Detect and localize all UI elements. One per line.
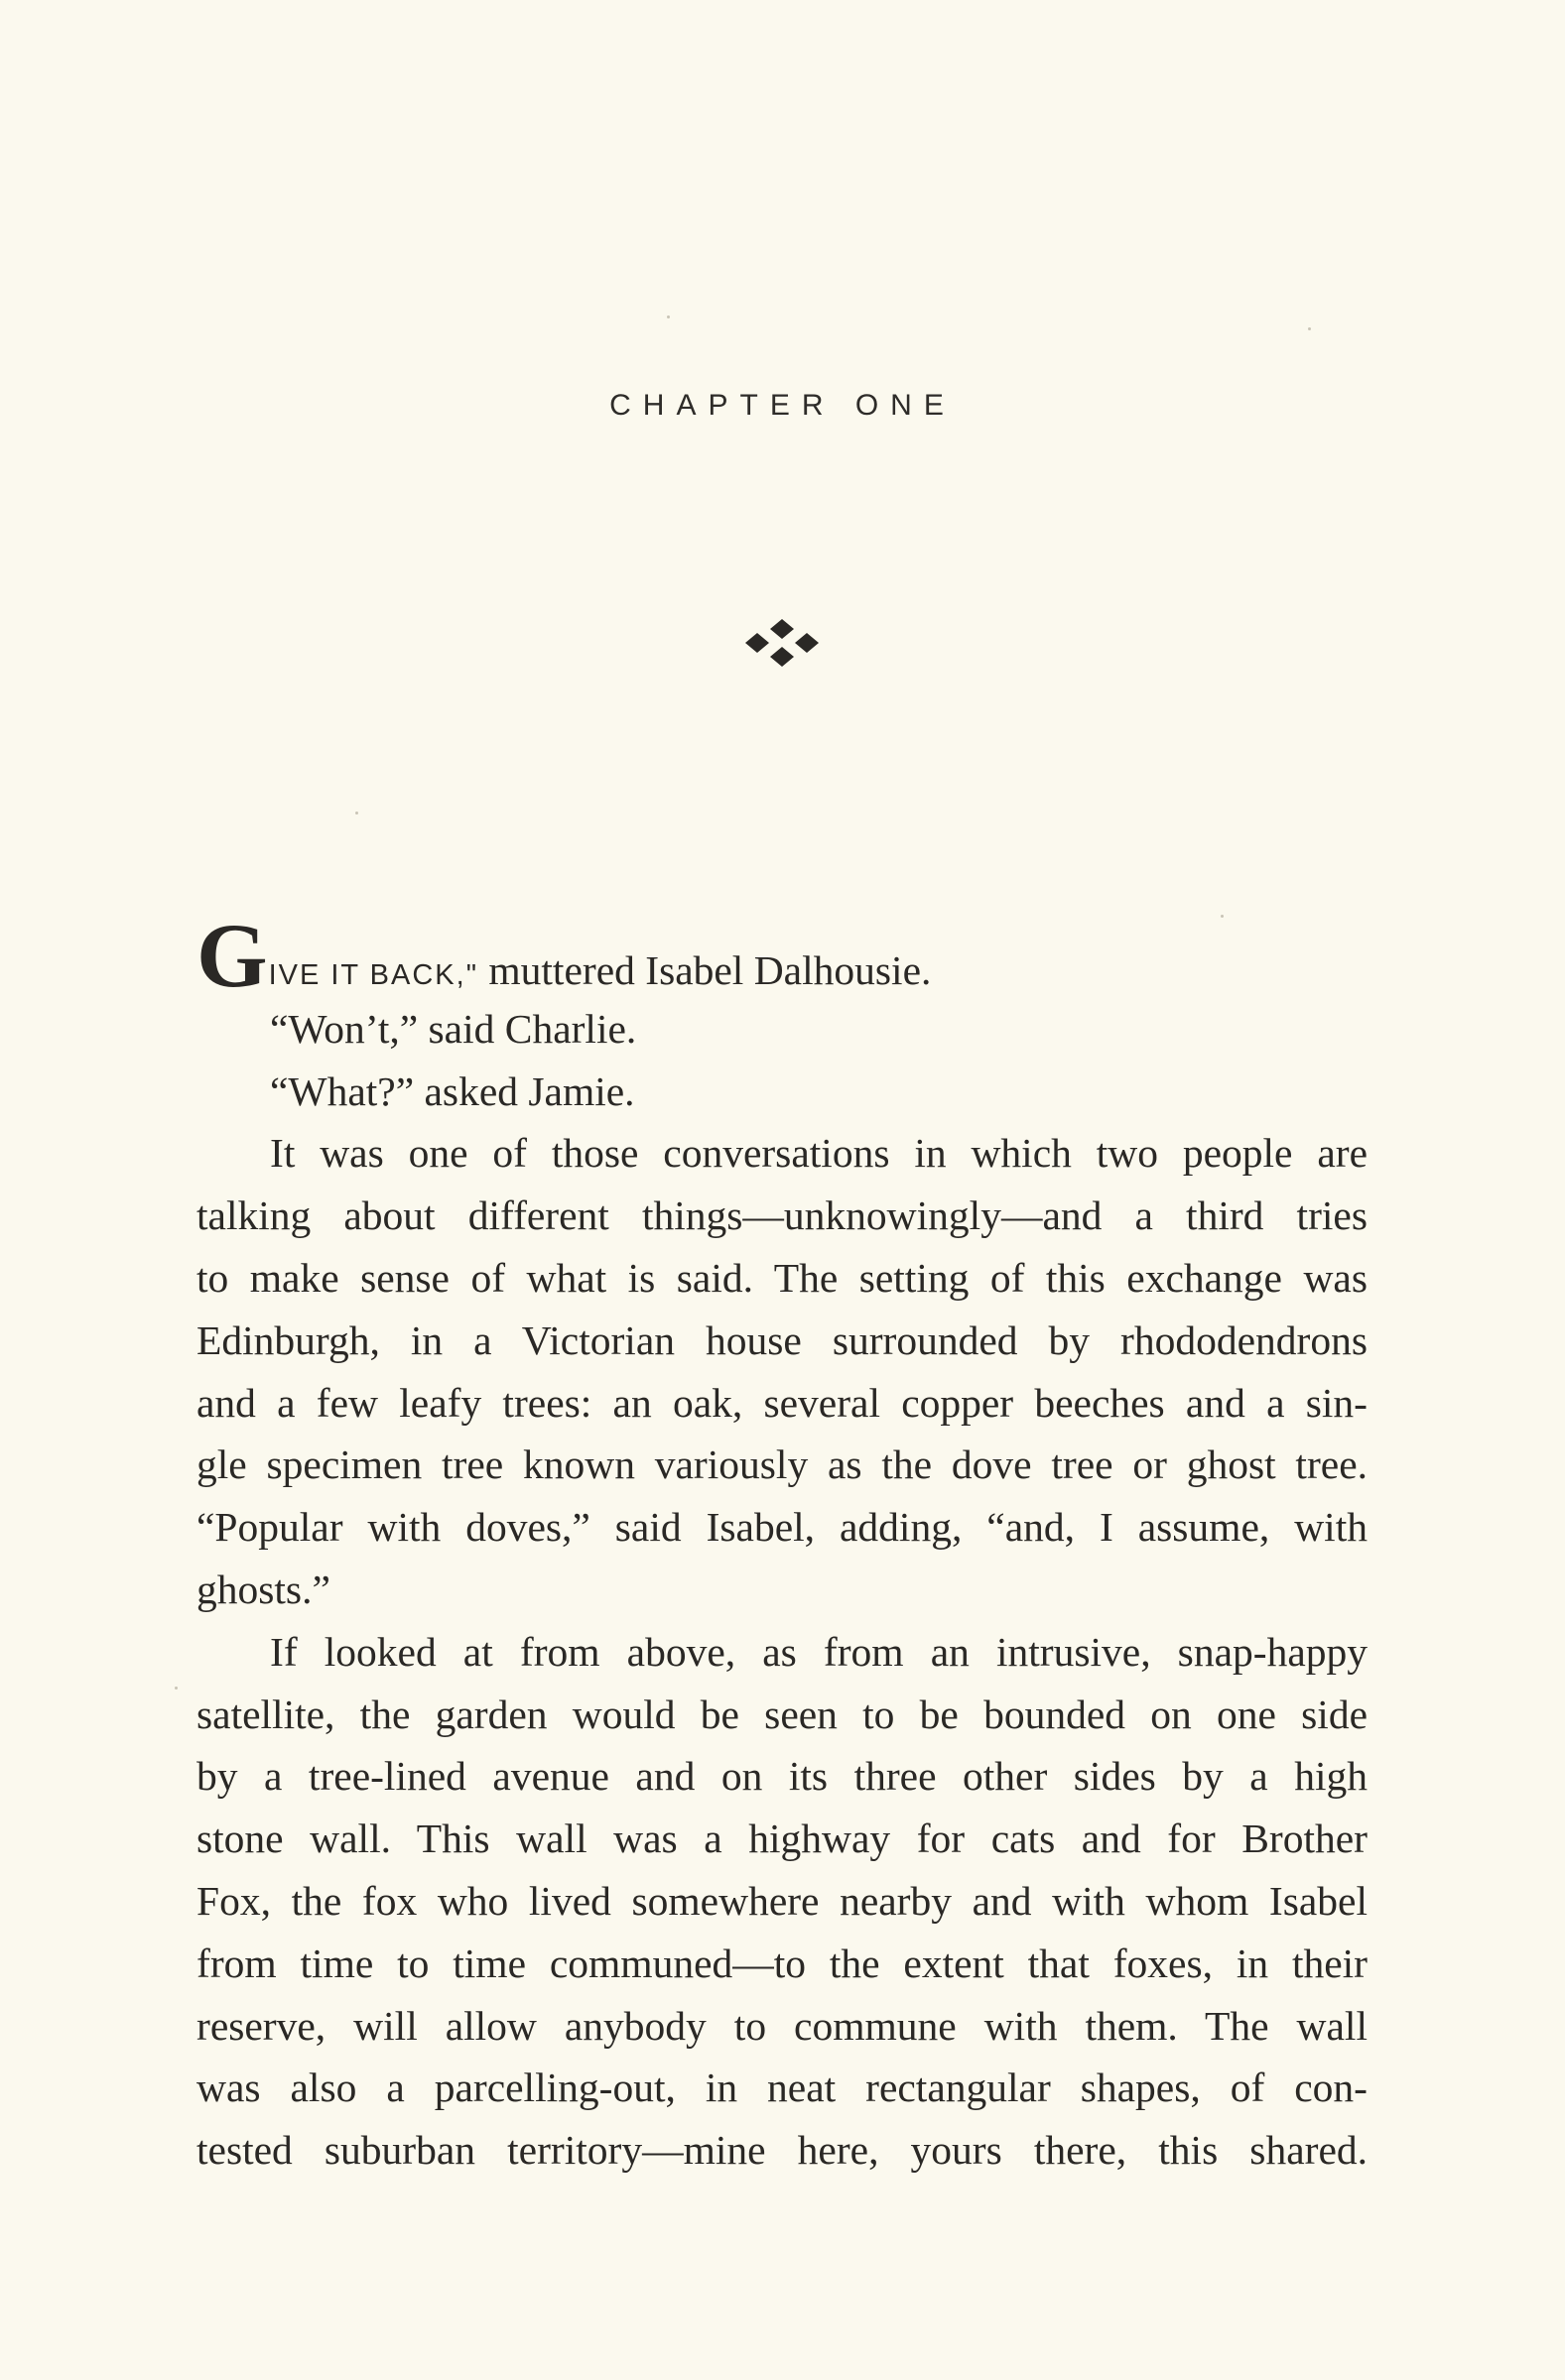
chapter-heading: CHAPTER ONE [609, 389, 956, 422]
paragraph-line: tested suburban territory—mine here, yours there, this shared. [196, 2127, 1368, 2174]
paragraph-line: and a few leafy trees: an oak, several copper beeches and a sin- [196, 1379, 1368, 1426]
paper-speck [1308, 327, 1311, 330]
paragraph-line: satellite, the garden would be seen to be bounded on one side [196, 1691, 1368, 1737]
paragraph-line: stone wall. This wall was a highway for cats and for Brother [196, 1816, 1368, 1862]
paragraph-line: It was one of those conversations in which two people are [270, 1130, 1368, 1177]
drop-cap: G [196, 905, 268, 1006]
diamond-ornament-icon [732, 617, 832, 671]
opening-line [196, 905, 1368, 1006]
paragraph-line: was also a parcelling-out, in neat rectangular shapes, of con- [196, 2065, 1368, 2111]
paper-speck [1221, 915, 1224, 918]
paragraph-line: reserve, will allow anybody to commune with them. The wall [196, 2002, 1368, 2049]
paragraph-line: Edinburgh, in a Victorian house surrounded by rhododendrons [196, 1316, 1368, 1363]
paragraph-line: “Popular with doves,” said Isabel, adding, “and, I assume, with [196, 1504, 1368, 1551]
dialogue-line: “What?” asked Jamie. [270, 1067, 635, 1114]
paragraph-line: Fox, the fox who lived somewhere nearby and with whom Isabel [196, 1877, 1368, 1924]
paragraph-line: talking about different things—unknowingly—and a third tries [196, 1192, 1368, 1239]
paragraph-line: gle specimen tree known variously as the dove tree or ghost tree. [196, 1441, 1368, 1488]
small-caps-opening: IVE IT BACK," [268, 959, 478, 991]
paragraph-line: by a tree-lined avenue and on its three other sides by a high [196, 1753, 1368, 1800]
paper-speck [667, 315, 670, 318]
dialogue-line: “Won’t,” said Charlie. [270, 1005, 637, 1052]
paragraph-line: to make sense of what is said. The setting of this exchange was [196, 1254, 1368, 1301]
opening-line-rest: muttered Isabel Dalhousie. [478, 947, 932, 993]
chapter-body-text [196, 905, 1368, 2182]
paper-speck [355, 812, 358, 814]
paper-speck [175, 1687, 178, 1690]
paragraph-line: ghosts.” [196, 1566, 330, 1612]
paragraph-line: from time to time communed—to the extent that foxes, in their [196, 1940, 1368, 1986]
paragraph-line: If looked at from above, as from an intrusive, snap-happy [270, 1628, 1368, 1675]
